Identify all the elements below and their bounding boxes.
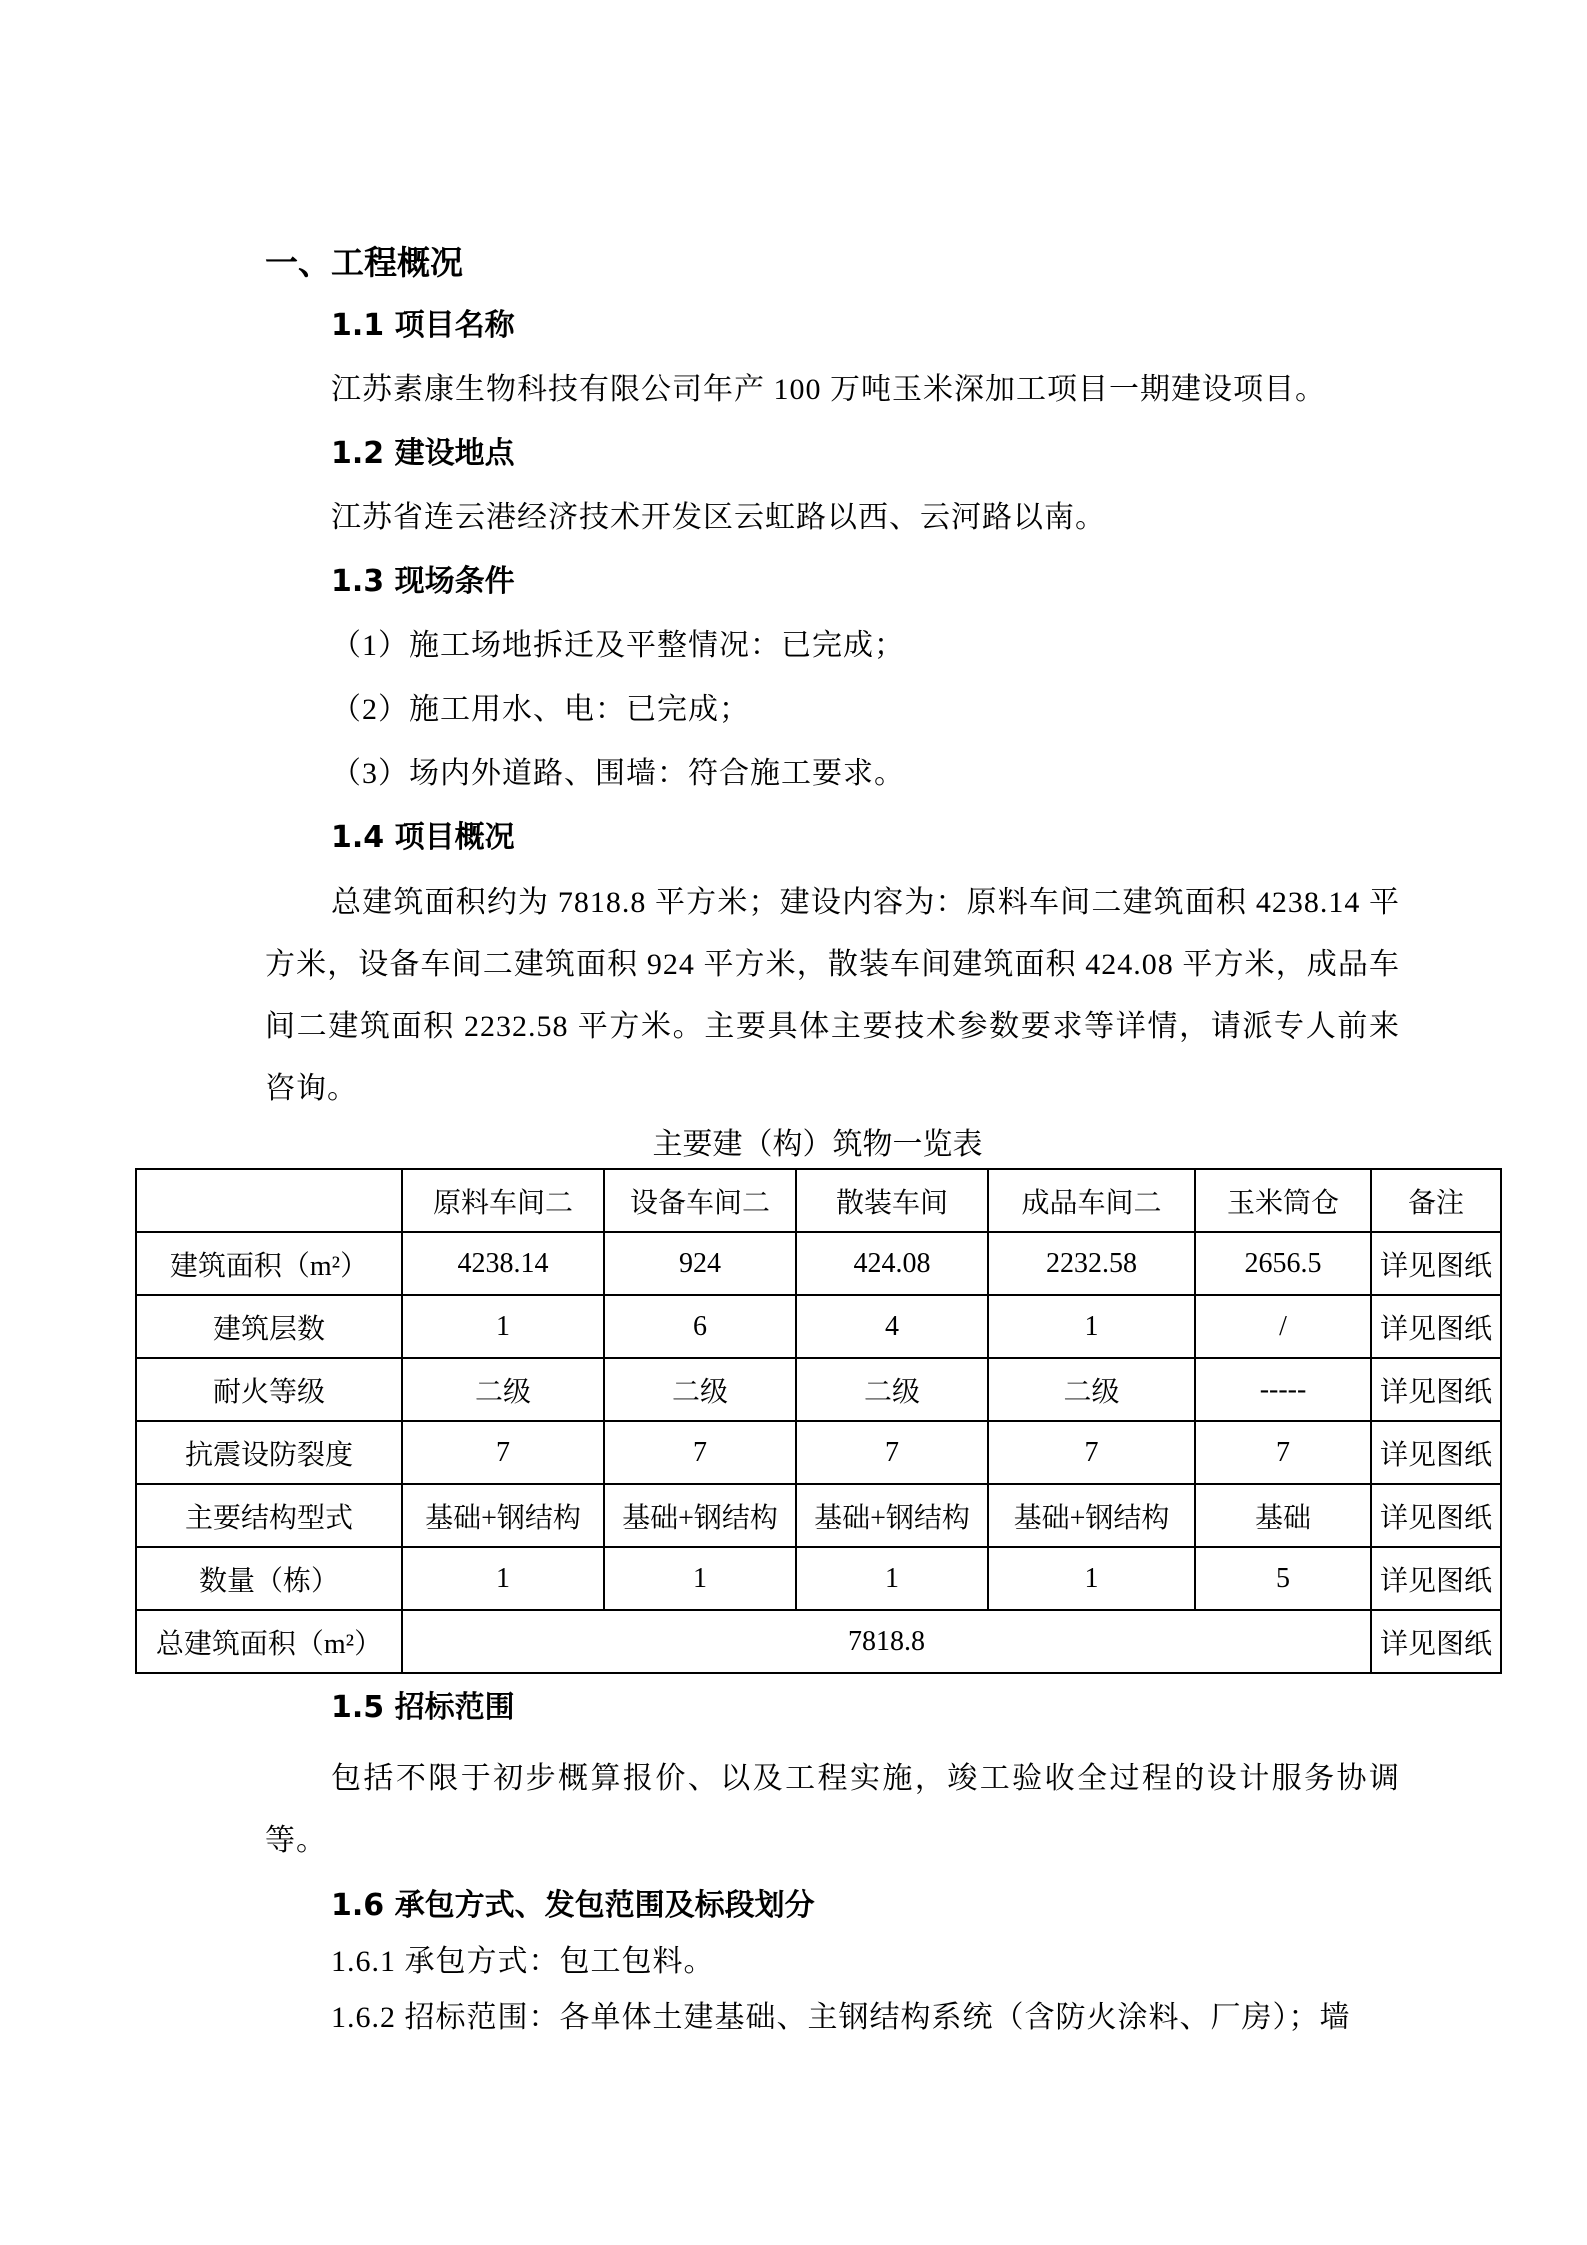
table-row-label: 总建筑面积（m²） bbox=[136, 1610, 402, 1673]
table-cell: 基础+钢结构 bbox=[604, 1484, 796, 1547]
table-cell: 基础+钢结构 bbox=[796, 1484, 988, 1547]
table-cell: 4 bbox=[796, 1295, 988, 1358]
table-cell: 1 bbox=[988, 1547, 1195, 1610]
section-heading-1-1: 1.1 项目名称 bbox=[331, 308, 515, 343]
table-row bbox=[136, 1484, 1501, 1547]
table-header-cell: 备注 bbox=[1371, 1169, 1501, 1232]
table-cell: 7 bbox=[604, 1421, 796, 1484]
table-row-label: 抗震设防裂度 bbox=[136, 1421, 402, 1484]
table-cell: 1 bbox=[604, 1547, 796, 1610]
table-header-cell: 散装车间 bbox=[796, 1169, 988, 1232]
section-heading-1-6: 1.6 承包方式、发包范围及标段划分 bbox=[331, 1888, 815, 1923]
table-cell: 基础+钢结构 bbox=[988, 1484, 1195, 1547]
table-note-cell: 详见图纸 bbox=[1371, 1421, 1501, 1484]
table-cell: 1 bbox=[796, 1547, 988, 1610]
table-cell: 1 bbox=[402, 1547, 604, 1610]
main-heading: 一、工程概况 bbox=[265, 243, 463, 282]
table-cell: 2656.5 bbox=[1195, 1232, 1371, 1295]
table-cell: ----- bbox=[1195, 1358, 1371, 1421]
table-note-cell: 详见图纸 bbox=[1371, 1358, 1501, 1421]
site-condition-item: （2）施工用水、电：已完成； bbox=[331, 693, 750, 726]
section-heading-1-5: 1.5 招标范围 bbox=[331, 1690, 515, 1725]
table-cell: 二级 bbox=[988, 1358, 1195, 1421]
table-row bbox=[136, 1295, 1501, 1358]
table-cell: 二级 bbox=[402, 1358, 604, 1421]
table-note-cell: 详见图纸 bbox=[1371, 1547, 1501, 1610]
table-cell: 7 bbox=[988, 1421, 1195, 1484]
table-total-value: 7818.8 bbox=[402, 1610, 1371, 1673]
table-header-cell: 原料车间二 bbox=[402, 1169, 604, 1232]
table-header-row bbox=[136, 1169, 1501, 1232]
table-total-row bbox=[136, 1610, 1501, 1673]
buildings-table-wrap bbox=[135, 1168, 1492, 1674]
table-cell: 6 bbox=[604, 1295, 796, 1358]
table-row-label: 建筑层数 bbox=[136, 1295, 402, 1358]
table-cell: 7 bbox=[796, 1421, 988, 1484]
table-header-cell: 玉米筒仓 bbox=[1195, 1169, 1371, 1232]
table-row bbox=[136, 1358, 1501, 1421]
section-heading-1-4: 1.4 项目概况 bbox=[331, 820, 515, 855]
table-cell: 二级 bbox=[796, 1358, 988, 1421]
table-cell: 7 bbox=[402, 1421, 604, 1484]
table-cell: 基础+钢结构 bbox=[402, 1484, 604, 1547]
table-cell: 7 bbox=[1195, 1421, 1371, 1484]
section-body-1-5: 包括不限于初步概算报价、以及工程实施，竣工验收全过程的设计服务协调等。 bbox=[265, 1762, 1400, 1857]
table-row-label: 耐火等级 bbox=[136, 1358, 402, 1421]
section-body-1-1: 江苏素康生物科技有限公司年产 100 万吨玉米深加工项目一期建设项目。 bbox=[331, 373, 1326, 406]
table-note-cell: 详见图纸 bbox=[1371, 1295, 1501, 1358]
table-note-cell: 详见图纸 bbox=[1371, 1484, 1501, 1547]
site-condition-item: （3）场内外道路、围墙：符合施工要求。 bbox=[331, 757, 905, 790]
buildings-table bbox=[135, 1168, 1502, 1674]
table-cell: 二级 bbox=[604, 1358, 796, 1421]
site-condition-item: （1）施工场地拆迁及平整情况：已完成； bbox=[331, 629, 905, 662]
table-row-label: 主要结构型式 bbox=[136, 1484, 402, 1547]
table-header-cell: 成品车间二 bbox=[988, 1169, 1195, 1232]
table-row-label: 数量（栋） bbox=[136, 1547, 402, 1610]
table-note-cell: 详见图纸 bbox=[1371, 1232, 1501, 1295]
table-row bbox=[136, 1421, 1501, 1484]
table-title: 主要建（构）筑物一览表 bbox=[652, 1128, 983, 1161]
subsection-1-6-1: 1.6.1 承包方式：包工包料。 bbox=[331, 1945, 715, 1978]
table-cell: 924 bbox=[604, 1232, 796, 1295]
table-row bbox=[136, 1232, 1501, 1295]
table-cell: / bbox=[1195, 1295, 1371, 1358]
table-header-cell bbox=[136, 1169, 402, 1232]
table-cell: 424.08 bbox=[796, 1232, 988, 1295]
table-cell: 1 bbox=[402, 1295, 604, 1358]
table-cell: 基础 bbox=[1195, 1484, 1371, 1547]
table-cell: 5 bbox=[1195, 1547, 1371, 1610]
table-cell: 1 bbox=[988, 1295, 1195, 1358]
section-heading-1-3: 1.3 现场条件 bbox=[331, 564, 515, 599]
table-note-cell: 详见图纸 bbox=[1371, 1610, 1501, 1673]
table-cell: 4238.14 bbox=[402, 1232, 604, 1295]
table-row bbox=[136, 1547, 1501, 1610]
section-body-1-2: 江苏省连云港经济技术开发区云虹路以西、云河路以南。 bbox=[331, 501, 1106, 534]
table-cell: 2232.58 bbox=[988, 1232, 1195, 1295]
section-heading-1-2: 1.2 建设地点 bbox=[331, 436, 515, 471]
table-header-cell: 设备车间二 bbox=[604, 1169, 796, 1232]
section-body-1-4: 总建筑面积约为 7818.8 平方米；建设内容为：原料车间二建筑面积 4238.14 平方米，设备车间二建筑面积 924 平方米，散装车间建筑面积 424.08 平方米，成品车间二建筑面积 2232.58 平方米。主要具体主要技术参数要求等详情，请派专人前来咨询。 bbox=[265, 886, 1400, 1105]
table-row-label: 建筑面积（m²） bbox=[136, 1232, 402, 1295]
subsection-1-6-2: 1.6.2 招标范围：各单体土建基础、主钢结构系统（含防火涂料、厂房）；墙 bbox=[331, 2001, 1351, 2034]
